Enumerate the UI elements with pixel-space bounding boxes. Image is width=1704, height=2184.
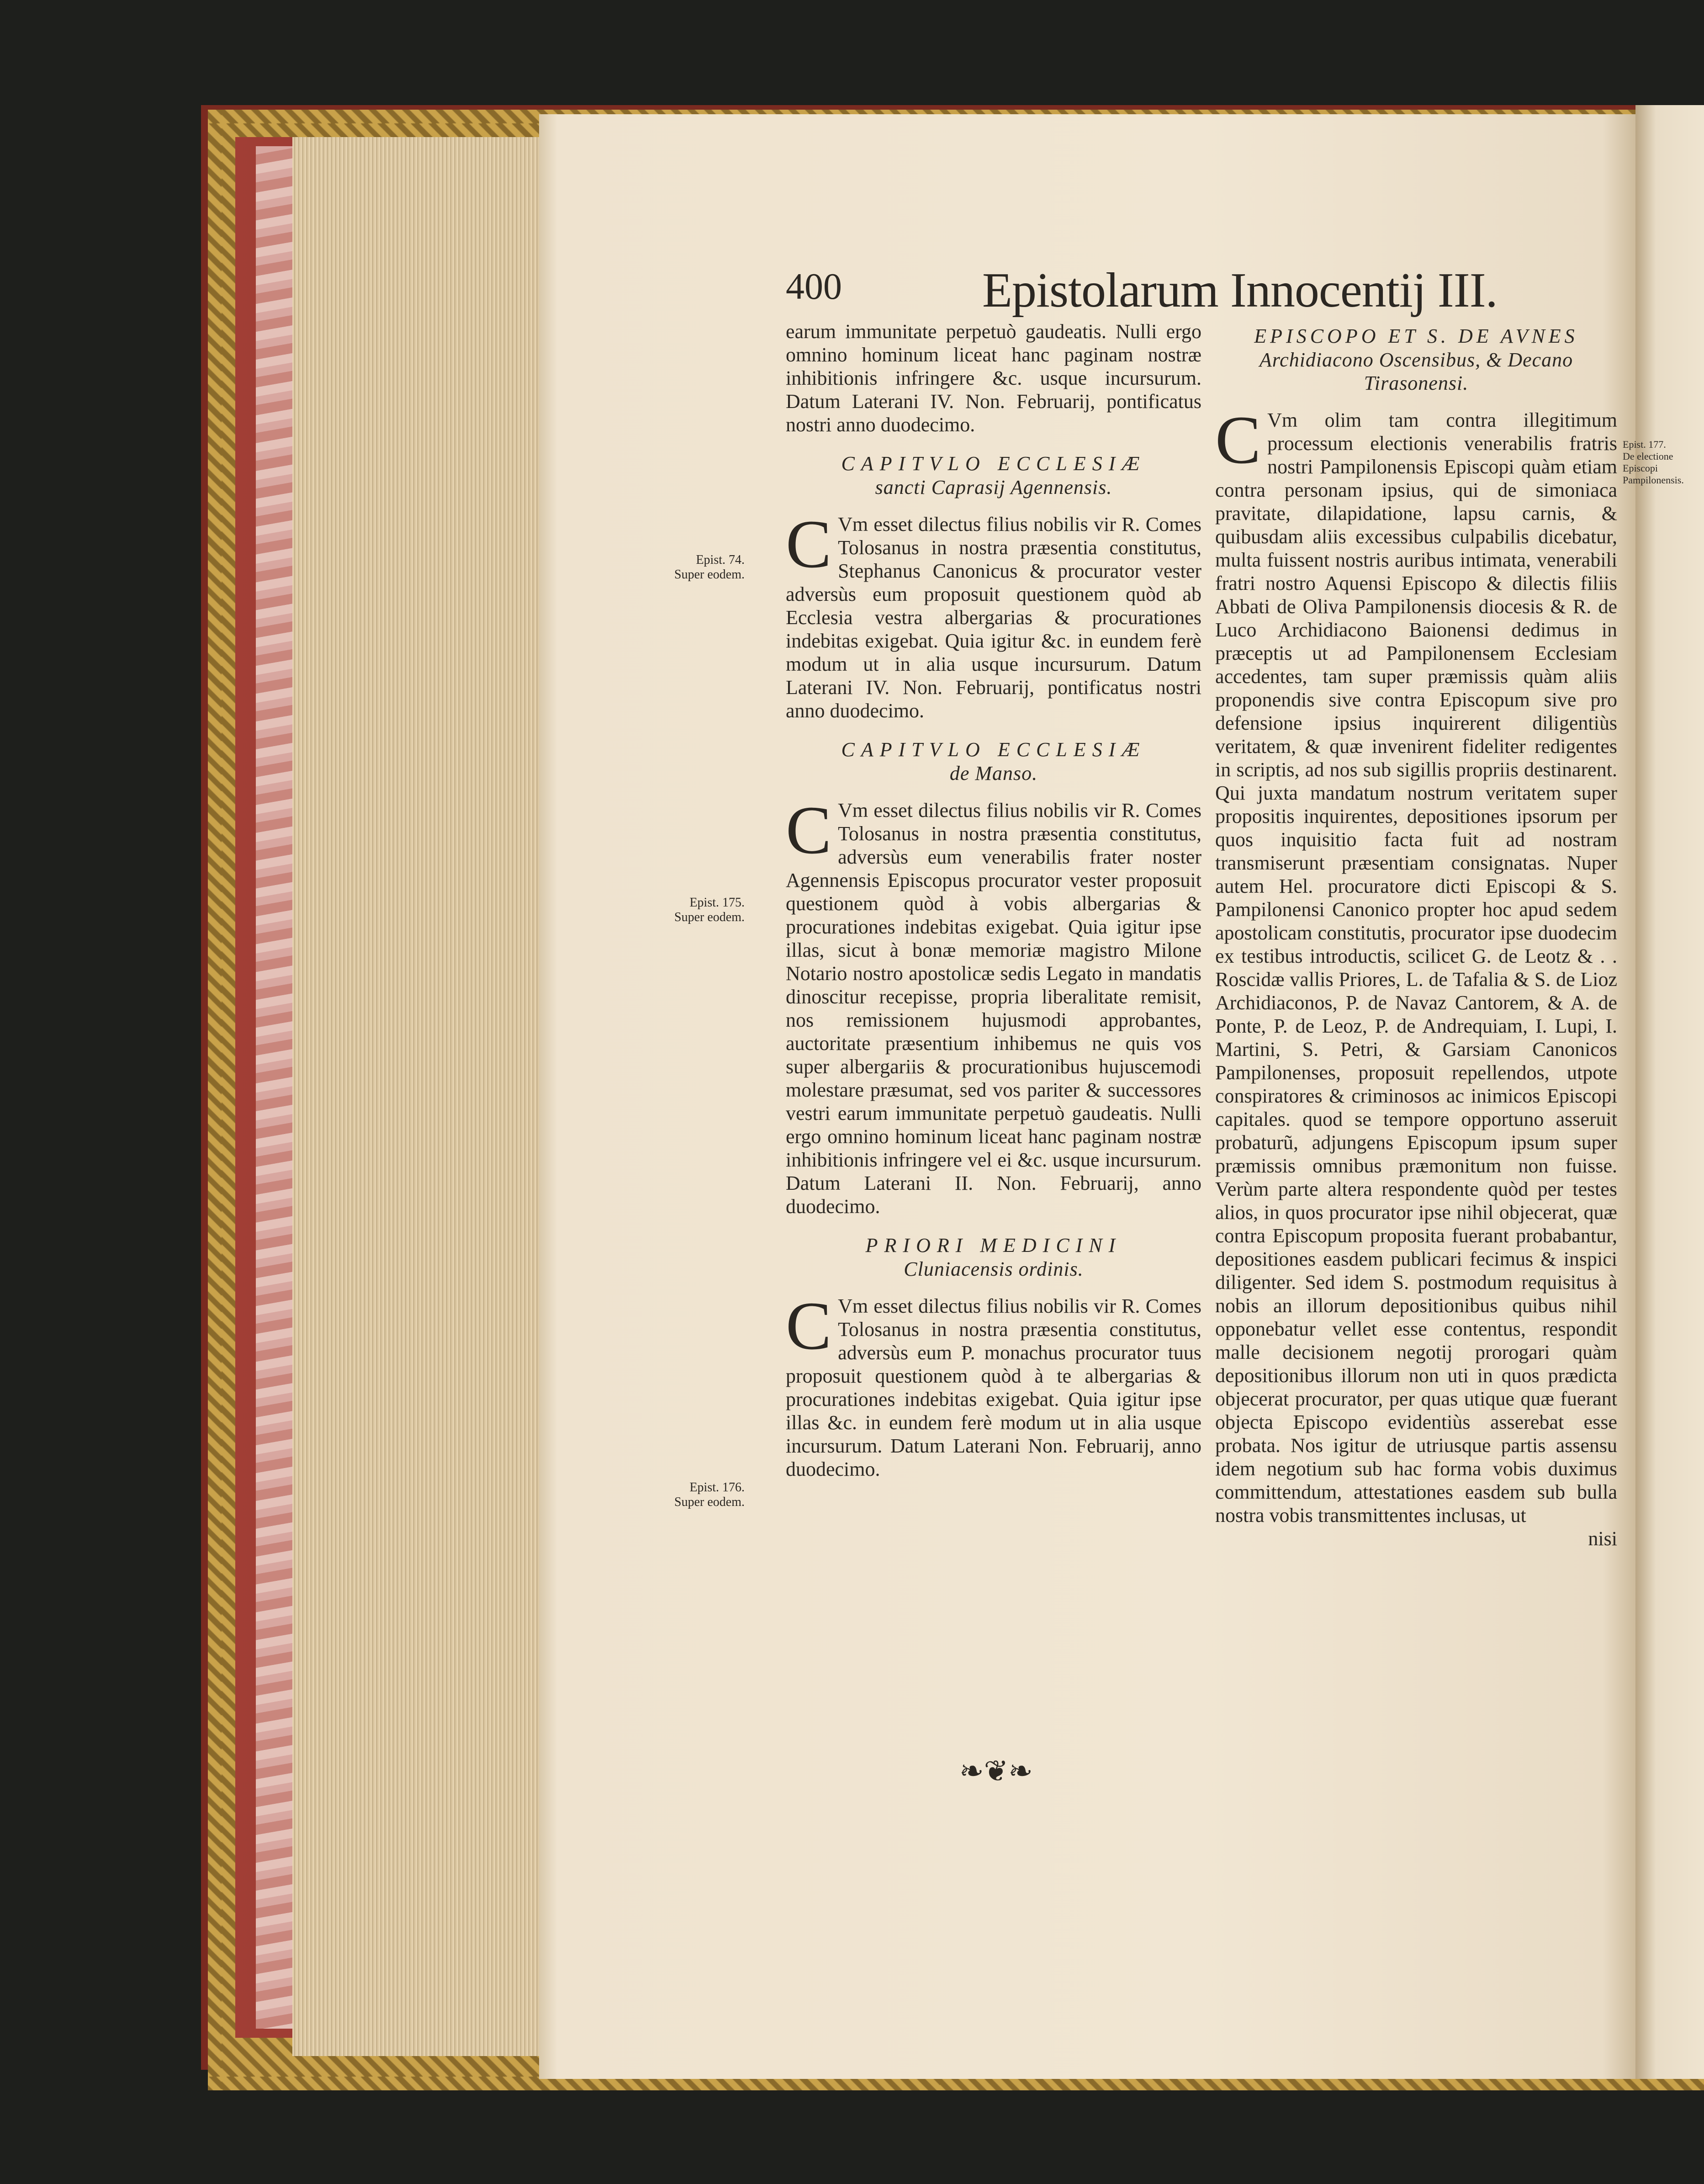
chapter-text: Vm esset dilectus filius nobilis vir R. Comes Tolosanus in nostra præsentia constitutus, adversùs eum venerabilis frater noster Agennensis Episcopus procurator vester proposuit questionem quòd à vobis albergarias & procurationes indebitas exigebat. Quia igitur ipse illas, sicut à bonæ memoriæ magistro Milone Notario nostro apostolicæ sedis Legato in mandatis dinoscitur recepisse, propria liberalitate remisit, nos remissionem hujusmodi approbantes, auctoritate præsentium inhibemus ne quis vos super albergariis & procurationibus hujuscemodi molestare præsumat, sed vos pariter & successores vestri earum immunitate perpetuò gaudeatis. Nulli ergo omnino hominum liceat hanc paginam nostræ inhibitionis infringere vel ei &c. usque incursurum. Datum Laterani II. Non. Februarij, anno duodecimo. <box>786 799 1201 1218</box>
letter-heading: EPISCOPO ET S. DE AVNES <box>1254 325 1578 347</box>
chapter-subheading: de Manso. <box>949 762 1038 785</box>
tailpiece-ornament: ❧❦❧ <box>959 1755 1033 1788</box>
chapter-subheading: Cluniacensis ordinis. <box>904 1258 1084 1280</box>
right-column <box>1215 324 1617 1550</box>
intro-text: earum immunitate perpetuò gaudeatis. Nulli ergo omnino hominum liceat hanc paginam nostræ inhibitionis infringere &c. usque incursurum. Datum Laterani IV. Non. Februarij, pontificatus nostri anno duodecimo. <box>786 320 1201 436</box>
margin-note: Epist. 175. Super eodem. <box>674 896 745 924</box>
left-column <box>786 320 1201 1481</box>
chapter-text: Vm esset dilectus filius nobilis vir R. Comes Tolosanus in nostra præsentia constitutus, adversùs eum P. monachus procurator tuus proposuit questionem quòd à te albergarias & procurationes indebitas exigebat. Quia igitur ipse illas &c. in eundem ferè modum ut in alia usque incursurum. Datum Laterani Non. Februarij, anno duodecimo. <box>786 1295 1201 1480</box>
drop-cap: C <box>1215 402 1261 478</box>
chapter <box>786 738 1201 1218</box>
letter-text: Vm olim tam contra illegitimum processum electionis venerabilis fratris nostri Pampilonensis Episcopi quàm etiam contra personam ipsius, qui de simoniaca pravitate, dilapidatione, lapsu carnis, & quibusdam aliis excessibus culpabilis dicebatur, multa fuissent nostris auribus intimata, venerabili fratri nostro Aquensi Episcopo & dilectis filiis Abbati de Oliva Pampilonensis diocesis & R. de Luco Archidiacono Baionensi dedimus in præceptis ut ad Pampilonensem Ecclesiam accedentes, tam super præmissis quàm aliis proponendis sive contra Episcopum sive pro defensione ipsius inquirerent diligentiùs veritatem, & quæ invenirent fideliter redigentes in scriptis, ad nos sub sigillis propriis destinarent. Qui juxta mandatum nostrum veritatem super propositis inquirentes, depositiones ipsorum per quos inquisitio facta fuit ad nostram transmiserunt præsentiam consignatas. Nuper autem Hel. procuratore dicti Episcopi & S. Pampilonensi Canonico propter hoc apud sedem apostolicam constitutis, procurator ipse duodecim ex testibus introductis, scilicet G. de Leotz & . . Roscidæ vallis Priores, L. de Tafalia & S. de Lioz Archidiaconos, P. de Navaz Cantorem, & A. de Ponte, P. de Leoz, P. de Andrequiam, I. Lupi, I. Martini, S. Petri, & Garsiam Canonicos Pampilonenses, proposuit repellendos, utpote conspiratores & criminosos ac inimicos Episcopi capitales. quod se tempore opportuno asseruit probaturũ, adjungens Episcopum ipsum super præmissis omnibus præmonitum non fuisse. Verùm parte altera respondente quòd per testes alios, in quos procurator ipse nihil objecerat, quæ contra Episcopum proposita fuerant probabantur, depositiones easdem publicari fecimus & inspici diligenter. Sed idem S. postmodum requisitus à nobis an illorum depositionibus quibus nihil opponebatur vellet esse contentus, respondit malle decisionem negotij prorogari quàm depositionibus illorum non uti in quos prædicta objecerat procurator, per quas utique quæ fuerant objecta Episcopo evidentiùs asserebat esse probata. Nos igitur de utriusque partis assensu idem negotium sub hac forma vobis duximus committendum, attestationes easdem sub bulla nostra vobis transmittentes inclusas, ut <box>1215 409 1617 1527</box>
chapter-heading: CAPITVLO ECCLESIÆ <box>841 738 1146 761</box>
page-header <box>777 256 1622 320</box>
margin-note: Epist. 177. De electione Episcopi Pampilonensis. <box>1623 439 1684 486</box>
chapter <box>786 452 1201 722</box>
chapter <box>786 1234 1201 1481</box>
drop-cap: C <box>786 1288 832 1364</box>
drop-cap: C <box>786 792 832 868</box>
catchword: nisi <box>1588 1527 1617 1550</box>
chapter-subheading: sancti Caprasij Agennensis. <box>875 476 1112 498</box>
page-number: 400 <box>786 265 842 307</box>
margin-note: Epist. 176. Super eodem. <box>674 1480 745 1509</box>
chapter-text: Vm esset dilectus filius nobilis vir R. Comes Tolosanus in nostra præsentia constitutus, Stephanus Canonicus & procurator vester adversùs eum proposuit questionem quòd ab Ecclesia vestra albergarias & procurationes indebitas exigebat. Quia igitur &c. in eundem ferè modum ut in alia usque incursurum. Datum Laterani IV. Non. Februarij, pontificatus nostri anno duodecimo. <box>786 513 1201 722</box>
chapter-heading: CAPITVLO ECCLESIÆ <box>841 452 1146 475</box>
page-edges <box>292 137 539 2056</box>
page-content <box>777 256 1622 1855</box>
letter-subheading: Archidiacono Oscensibus, & Decano Tirasonensi. <box>1259 349 1573 394</box>
facing-page-edge <box>1635 105 1704 2079</box>
running-title: Epistolarum Innocentij III. <box>982 263 1498 318</box>
chapter-heading: PRIORI MEDICINI <box>865 1234 1122 1256</box>
margin-note: Epist. 74. Super eodem. <box>674 553 745 582</box>
drop-cap: C <box>786 506 832 582</box>
marbled-endpaper <box>256 146 297 2029</box>
